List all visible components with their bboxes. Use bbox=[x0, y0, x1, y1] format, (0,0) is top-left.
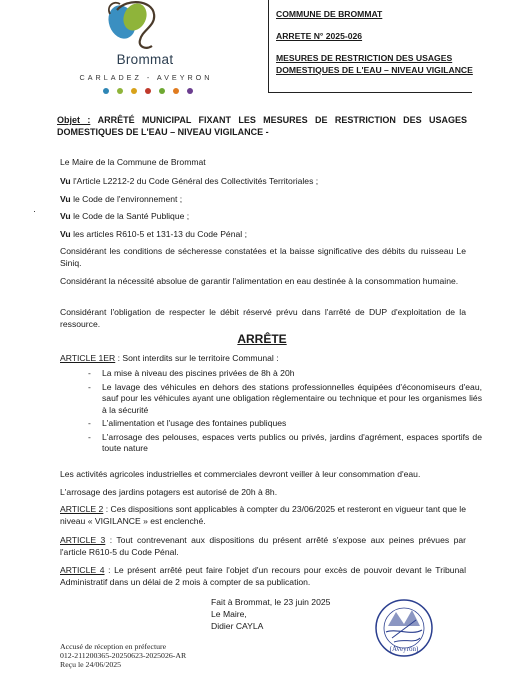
article-3 bbox=[60, 534, 466, 558]
objet-block bbox=[57, 114, 467, 138]
article-4-text: : Le présent arrêté peut faire l'objet d'un recours pour excès de pouvoir devant le Tribunal Administratif dans un délai de 2 mois à compter de sa publication. bbox=[60, 565, 466, 587]
list-item: - Le lavage des véhicules en dehors des stations professionnelles équipées d'économiseurs d'eau, sauf pour les véhicules ayant une obligation règlementaire ou technique et pour les organismes liés à la sécurité bbox=[102, 382, 482, 417]
vu-line-3 bbox=[60, 210, 189, 222]
article-2 bbox=[60, 503, 466, 527]
logo-dot bbox=[159, 88, 165, 94]
list-item: - L'arrosage des pelouses, espaces verts publics ou privés, jardins d'agrément, espaces sportifs de toute nature bbox=[102, 432, 482, 455]
article-1-list bbox=[86, 368, 482, 457]
receipt-line-1: Accusé de réception en préfecture bbox=[60, 642, 167, 651]
commune-logo bbox=[62, 0, 222, 100]
list-item: - La mise à niveau des piscines privées de 8h à 20h bbox=[102, 368, 482, 380]
logo-emblem bbox=[62, 0, 222, 60]
vu-line-1 bbox=[60, 175, 318, 187]
logo-subtitle: CARLADEZ - AVEYRON bbox=[79, 73, 213, 82]
arrete-title: ARRÊTE bbox=[237, 332, 287, 346]
vu-label: Vu bbox=[60, 194, 71, 204]
article-2-label: ARTICLE 2 bbox=[60, 504, 104, 514]
article-1-intro bbox=[60, 352, 466, 364]
logo-dot bbox=[173, 88, 179, 94]
signature-role: Le Maire, bbox=[211, 609, 247, 619]
vu-label: Vu bbox=[60, 211, 71, 221]
paragraph-potagers: L'arrosage des jardins potagers est autorisé de 20h à 8h. bbox=[60, 487, 278, 497]
logo-dot bbox=[131, 88, 137, 94]
article-1-label: ARTICLE 1ER bbox=[60, 353, 116, 363]
signature-place-date: Fait à Brommat, le 23 juin 2025 bbox=[211, 597, 331, 607]
vu-text: le Code de la Santé Publique ; bbox=[73, 211, 190, 221]
article-1-text: : Sont interdits sur le territoire Communal : bbox=[115, 353, 279, 363]
considerant-3: Considérant l'obligation de respecter le débit réservé prévu dans l'arrêté de DUP d'exploitation de la ressource. bbox=[60, 307, 466, 329]
receipt-line-2: 012-211200365-20250623-2025026-AR bbox=[60, 651, 187, 660]
margin-mark: · bbox=[33, 206, 36, 216]
preamble-maire: Le Maire de la Commune de Brommat bbox=[60, 157, 206, 167]
logo-dot bbox=[103, 88, 109, 94]
stamp-bottom-text: (Aveyron) bbox=[389, 645, 419, 653]
article-2-text: : Ces dispositions sont applicables à compter du 23/06/2025 et resteront en vigueur tant que le niveau « VIGILANCE » est enclenché. bbox=[60, 504, 466, 526]
considerant-1: Considérant les conditions de sécheresse constatées et la baisse significative des débits du ruisseau Le Siniq. bbox=[60, 246, 466, 268]
header-box bbox=[268, 0, 472, 93]
paragraph-agri: Les activités agricoles industrielles et commerciales devront veiller à leur consommation d'eau. bbox=[60, 469, 421, 479]
signature-block bbox=[211, 596, 330, 632]
vu-line-2 bbox=[60, 193, 182, 205]
receipt-line-3: Reçu le 24/06/2025 bbox=[60, 660, 122, 669]
stamp-seal bbox=[374, 598, 434, 658]
article-4 bbox=[60, 564, 466, 588]
logo-dot bbox=[187, 88, 193, 94]
considerant-2: Considérant la nécessité absolue de garantir l'alimentation en eau destinée à la consommation humaine. bbox=[60, 276, 459, 286]
prefecture-receipt bbox=[60, 642, 186, 669]
list-item: - L'alimentation et l'usage des fontaines publiques bbox=[102, 418, 482, 430]
header-arrete-number: ARRETE N° 2025-026 bbox=[276, 31, 363, 41]
article-3-text: : Tout contrevenant aux dispositions du présent arrêté s'expose aux peines prévues par l'article R610-5 du Code Pénal. bbox=[60, 535, 466, 557]
objet-text: ARRÊTÉ MUNICIPAL FIXANT LES MESURES DE RESTRICTION DES USAGES DOMESTIQUES DE L'EAU – NIVEAU VIGILANCE - bbox=[57, 115, 467, 137]
signature-name: Didier CAYLA bbox=[211, 621, 264, 631]
vu-label: Vu bbox=[60, 229, 71, 239]
logo-dot bbox=[117, 88, 123, 94]
vu-line-4 bbox=[60, 228, 247, 240]
vu-text: l'Article L2212-2 du Code Général des Collectivités Territoriales ; bbox=[73, 176, 319, 186]
header-title-line2: DOMESTIQUES DE L'EAU – NIVEAU VIGILANCE bbox=[276, 65, 473, 75]
vu-label: Vu bbox=[60, 176, 71, 186]
logo-dots bbox=[103, 88, 193, 96]
header-commune: COMMUNE DE BROMMAT bbox=[276, 9, 383, 19]
article-4-label: ARTICLE 4 bbox=[60, 565, 105, 575]
vu-text: les articles R610-5 et 131-13 du Code Pénal ; bbox=[73, 229, 247, 239]
article-3-label: ARTICLE 3 bbox=[60, 535, 106, 545]
logo-dot bbox=[145, 88, 151, 94]
vu-text: le Code de l'environnement ; bbox=[73, 194, 183, 204]
logo-name: Brommat bbox=[116, 52, 174, 67]
official-stamp bbox=[374, 598, 434, 658]
header-title-line1: MESURES DE RESTRICTION DES USAGES bbox=[276, 53, 453, 63]
objet-label: Objet : bbox=[57, 115, 91, 125]
